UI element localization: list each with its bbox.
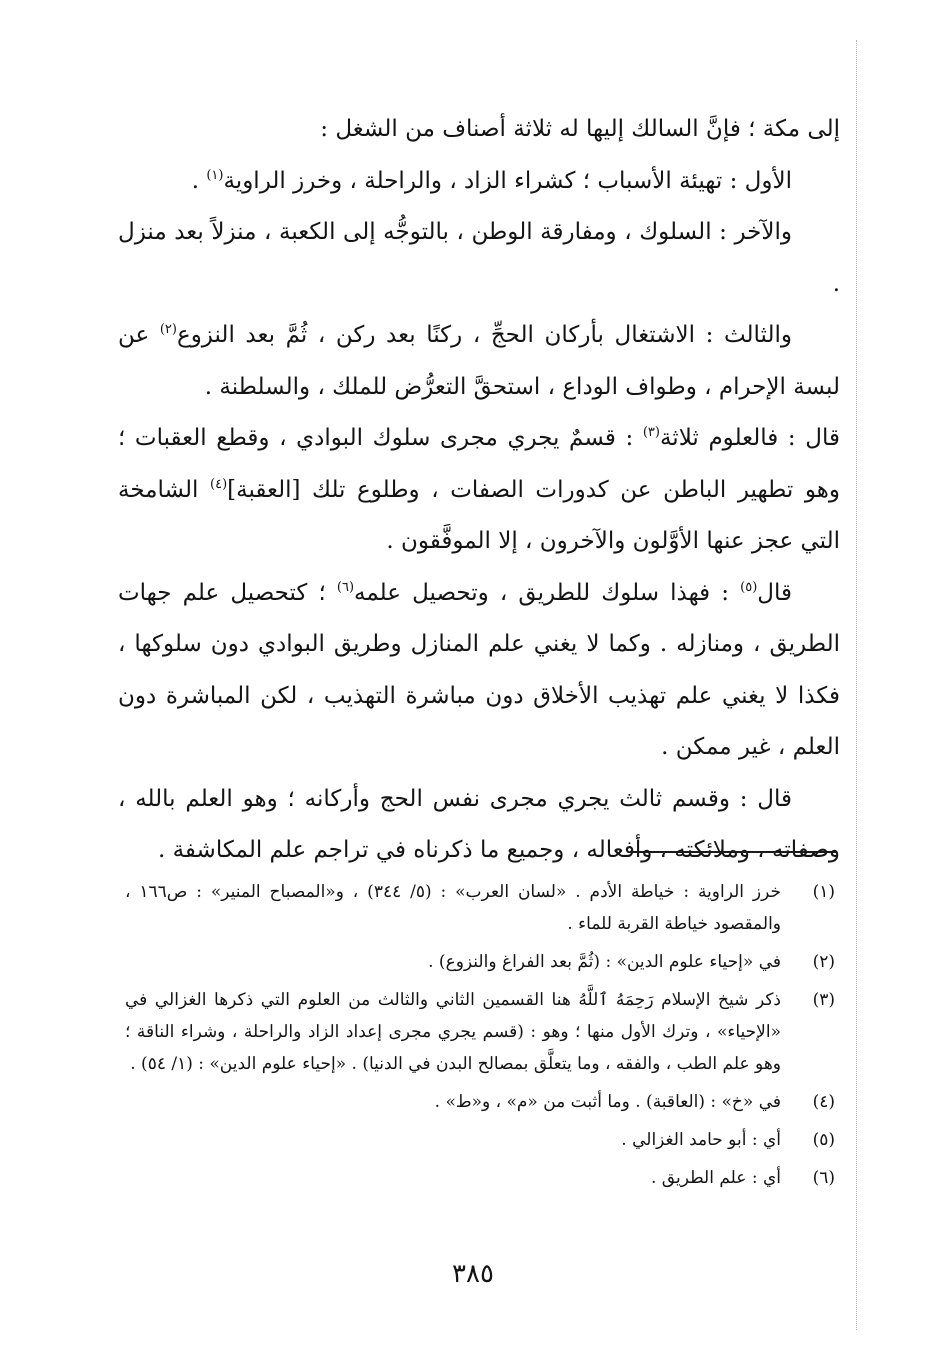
text-run: والآخر : السلوك ، ومفارقة الوطن ، بالتوجُّه إلى الكعبة ، منزلاً بعد منزل . xyxy=(118,219,840,297)
page-number: ٣٨٥ xyxy=(452,1259,494,1289)
footnote-text: أي : علم الطريق . xyxy=(651,1168,781,1188)
footnote-item xyxy=(125,1162,835,1194)
footnote-number: (٤) xyxy=(812,1092,835,1112)
footnote-item xyxy=(125,946,835,978)
footnote-separator xyxy=(630,851,836,853)
text-run: الأول : تهيئة الأسباب ؛ كشراء الزاد ، والراحلة ، وخرز الراوية xyxy=(223,167,792,194)
text-run: عن لبسة الإحرام ، وطواف الوداع ، استحقَّ التعرُّض للملك ، والسلطنة . xyxy=(118,322,840,400)
footnote-number: (٥) xyxy=(812,1130,835,1150)
body-paragraph xyxy=(118,413,840,568)
footnote-item xyxy=(125,1124,835,1156)
footnotes xyxy=(125,876,835,1200)
body-paragraph xyxy=(118,568,840,774)
footnote-marker: (٣) xyxy=(642,425,660,440)
text-run: ؛ كتحصيل علم جهات الطريق ، ومنازله . وكما لا يغني علم المنازل وطريق البوادي دون سلوكها ، فكذا لا يغني علم تهذيب الأخلاق دون مباشرة التهذيب ، لكن المباشرة دون العلم ، غير ممكن . xyxy=(118,579,840,760)
text-run: الشامخة التي عجز عنها الأوَّلون والآخرون ، إلا الموفَّقون . xyxy=(118,476,840,554)
text-run: : قسمٌ يجري مجرى سلوك البوادي ، وقطع العقبات ؛ وهو تطهير الباطن عن كدورات الصفات ، وطلوع تلك [العقبة] xyxy=(118,425,841,503)
text-run: إلى مكة ؛ فإنَّ السالك إليها له ثلاثة أصناف من الشغل : xyxy=(320,116,840,142)
footnote-marker: (٤) xyxy=(210,476,228,492)
footnote-number: (٦) xyxy=(812,1168,835,1188)
footnote-number: (٣) xyxy=(812,990,835,1010)
footnote-marker: (٥) xyxy=(740,579,758,595)
scan-margin-dots xyxy=(856,40,859,1330)
footnote-number: (١) xyxy=(812,882,835,902)
body-paragraph xyxy=(118,156,840,208)
body-paragraph xyxy=(118,207,840,310)
text-run: . xyxy=(191,167,207,194)
footnote-item xyxy=(125,984,835,1080)
footnote-text: في «خ» : (العاقبة) . وما أثبت من «م» ، و«ط» . xyxy=(434,1092,781,1112)
body-paragraph xyxy=(118,774,840,877)
main-text xyxy=(118,104,840,877)
footnote-item xyxy=(125,876,835,940)
body-paragraph xyxy=(118,104,840,156)
footnote-text: أي : أبو حامد الغزالي . xyxy=(621,1130,781,1150)
footnote-text: في «إحياء علوم الدين» : (ثُمَّ بعد الفراغ والنزوع) . xyxy=(428,952,781,972)
text-run: والثالث : الاشتغال بأركان الحجِّ ، ركنًا بعد ركن ، ثُمَّ بعد النزوع xyxy=(176,322,792,348)
footnote-marker: (٢) xyxy=(159,322,177,337)
text-run: قال : فالعلوم ثلاثة xyxy=(659,425,840,451)
text-run: قال : وقسم ثالث يجري مجرى نفس الحج وأركانه ؛ وهو العلم بالله ، وصفاته ، وملائكته ، وأفعاله ، وجميع ما ذكرناه في تراجم علم المكاشفة . xyxy=(118,785,840,863)
body-paragraph xyxy=(118,310,840,413)
footnote-text: خرز الراوية : خياطة الأدم . «لسان العرب» : (٥/ ٣٤٤) ، و«المصباح المنير» : ص١٦٦ ، والمقصود خياطة القربة للماء . xyxy=(125,882,781,934)
footnote-number: (٢) xyxy=(812,952,835,972)
footnote-text: ذكر شيخ الإسلام رَحِمَهُ ٱللَّهُ هنا القسمين الثاني والثالث من العلوم التي ذكرها الغزالي في «الإحياء» ، وترك الأول منها ؛ وهو : (قسم يجري مجرى إعداد الزاد والراحلة ، وشراء الناقة ؛ وهو علم الطب ، والفقه ، وما يتعلَّق بمصالح البدن في الدنيا) . «إحياء علوم الدين» : (١/ ٥٤) . xyxy=(125,990,781,1074)
footnote-item xyxy=(125,1086,835,1118)
footnote-marker: (٦) xyxy=(336,579,355,595)
text-run: قال xyxy=(757,579,792,606)
text-run: : فهذا سلوك للطريق ، وتحصيل علمه xyxy=(354,579,741,606)
footnote-marker: (١) xyxy=(206,167,224,183)
